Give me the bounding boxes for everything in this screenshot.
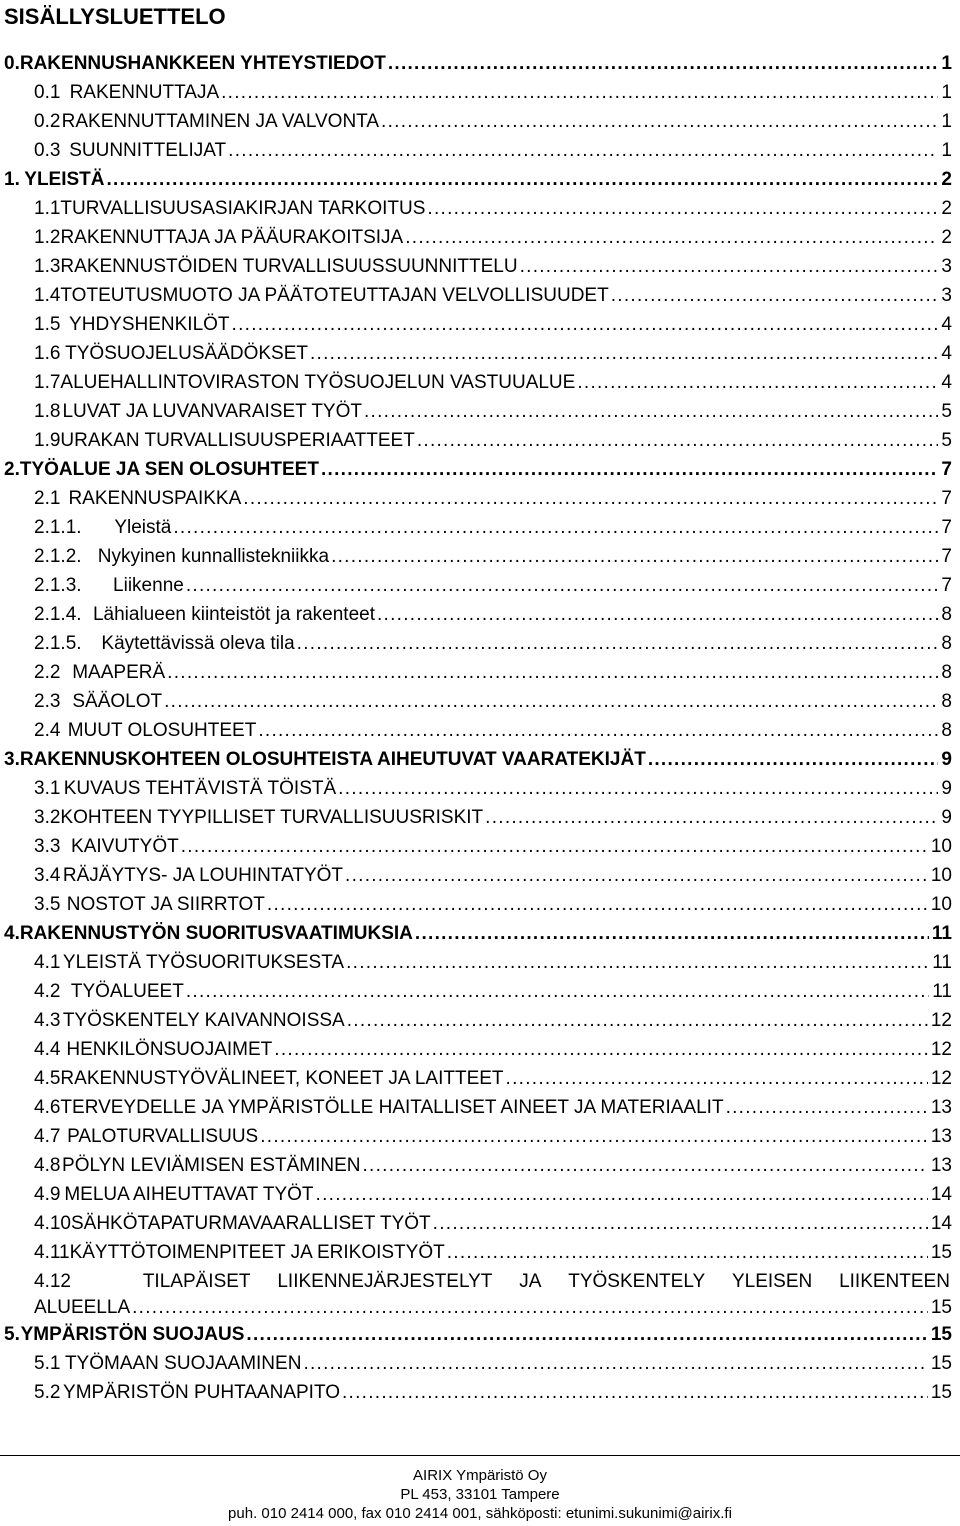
toc-entry-page: 8 [941,691,952,712]
toc-entry[interactable] [0,488,960,517]
toc-entry-page: 10 [930,836,952,857]
dot-leader [321,459,938,481]
toc-entry-page: 9 [941,807,952,828]
toc-entry-label: NOSTOT JA SIIRRTOT [66,894,265,915]
toc-entry-number: 2.1.1. [34,517,82,538]
toc-entry[interactable] [0,865,960,894]
toc-entry-number: 4.4 [34,1039,61,1060]
toc-entry[interactable] [0,575,960,604]
toc-entry-label: RAKENNUSTÖIDEN TURVALLISUUSSUUNNITTELU [60,256,518,277]
toc-entry[interactable] [0,1382,960,1411]
toc-entry-page: 7 [941,517,952,538]
toc-entry-page: 11 [931,923,952,944]
dot-leader [347,1010,928,1032]
toc-entry-number: 4.6 [34,1097,61,1118]
toc-entry-number: 3.2 [34,807,61,828]
toc-entry-number: 0.2 [34,111,61,132]
dot-leader [167,662,938,684]
dot-leader [107,169,939,191]
toc-entry-label: TYÖMAAN SUOJAAMINEN [64,1353,302,1374]
toc-entry-page: 10 [930,894,952,915]
dot-leader [485,807,938,829]
toc-entry[interactable] [0,1213,960,1242]
toc-entry-number: 4.2 [34,981,61,1002]
toc-entry-label: RAKENNUTTAMINEN JA VALVONTA [61,111,380,132]
toc-entry[interactable] [0,1271,960,1324]
toc-entry-label: TERVEYDELLE JA YMPÄRISTÖLLE HAITALLISET AINEET JA MATERIAALIT [60,1097,724,1118]
toc-entry-number: 0.3 [34,140,61,161]
toc-entry-label: KÄYTTÖTOIMENPITEET JA ERIKOISTYÖT [69,1242,445,1263]
toc-entry-number: 4.10 [34,1213,71,1234]
toc-entry-number: 1.9 [34,430,61,451]
toc-entry-label: URAKAN TURVALLISUUSPERIAATTEET [60,430,415,451]
toc-entry[interactable] [0,1126,960,1155]
toc-entry-label: Nykyinen kunnallistekniikka [97,546,330,567]
toc-entry-number: 2.1.2. [34,546,82,567]
toc-entry-label: SUUNNITTELIJAT [69,140,227,161]
toc-entry-page: 15 [930,1353,952,1374]
table-of-contents [0,53,960,1411]
toc-entry-page: 4 [941,372,952,393]
toc-entry[interactable] [0,604,960,633]
toc-entry-number: 1.4 [34,285,61,306]
toc-entry-page: 5 [941,430,952,451]
dot-leader [345,865,928,887]
toc-entry-label: RAKENNUSPAIKKA [68,488,242,509]
toc-entry[interactable] [0,720,960,749]
toc-entry-page: 9 [941,778,952,799]
toc-entry-label-word: LIIKENNEJÄRJESTELYT [277,1271,493,1292]
dot-leader [267,894,928,916]
dot-leader [346,952,929,974]
toc-entry-label: YMPÄRISTÖN SUOJAUS [20,1324,245,1345]
toc-entry-number: 2.2 [34,662,61,683]
dot-leader [520,256,939,278]
toc-entry-page: 15 [930,1382,952,1403]
toc-entry[interactable] [0,314,960,343]
toc-entry-first-line [34,1271,950,1293]
toc-entry[interactable] [0,111,960,140]
toc-entry[interactable] [0,82,960,111]
toc-entry-number: 1. [4,169,20,190]
toc-entry[interactable] [0,633,960,662]
dot-leader [297,633,939,655]
toc-entry[interactable] [0,401,960,430]
toc-entry-page: 10 [930,865,952,886]
toc-entry-page: 2 [941,198,952,219]
toc-entry-number: 1.6 [34,343,61,364]
dot-leader [316,1184,928,1206]
toc-entry-label: RAKENNUSKOHTEEN OLOSUHTEISTA AIHEUTUVAT VAARATEKIJÄT [19,749,646,770]
toc-entry-label: Liikenne [113,575,184,596]
toc-entry-label: ALUEELLA [34,1297,131,1318]
toc-entry[interactable] [0,285,960,314]
dot-leader [310,343,938,365]
toc-entry-label: KOHTEEN TYYPILLISET TURVALLISUUSRISKIT [60,807,484,828]
toc-entry-number: 5.1 [34,1353,61,1374]
toc-entry-number: 4.11 [34,1242,70,1263]
toc-entry-label: PÖLYN LEVIÄMISEN ESTÄMINEN [62,1155,361,1176]
toc-entry-label-word: TILAPÄISET [142,1271,251,1292]
toc-entry-number: 5.2 [34,1382,61,1403]
toc-entry-number: 3.1 [34,778,61,799]
toc-entry-page: 8 [941,720,952,741]
dot-leader [506,1068,928,1090]
toc-entry-page: 8 [941,604,952,625]
toc-entry[interactable] [0,894,960,923]
dot-leader [246,1324,927,1346]
toc-entry[interactable] [0,459,960,488]
dot-leader [221,82,938,104]
dot-leader [243,488,938,510]
toc-entry-number: 4.7 [34,1126,61,1147]
toc-entry-page: 4 [941,314,952,335]
toc-entry[interactable] [0,1242,960,1271]
toc-entry-page: 9 [941,749,952,770]
dot-leader [415,923,929,945]
dot-leader [342,1382,928,1404]
dot-leader [164,691,938,713]
toc-entry-page: 12 [930,1068,952,1089]
toc-entry[interactable] [0,256,960,285]
toc-entry-number: 2.1.5. [34,633,82,654]
toc-entry-page: 3 [941,256,952,277]
toc-entry-label: YLEISTÄ TYÖSUORITUKSESTA [62,952,345,973]
toc-entry-label: YLEISTÄ [24,169,105,190]
toc-entry-label: MAAPERÄ [72,662,166,683]
toc-entry-number: 4.3 [34,1010,61,1031]
toc-entry[interactable] [0,372,960,401]
toc-entry-label-word: YLEISEN [731,1271,813,1292]
toc-entry-page: 13 [930,1097,952,1118]
toc-entry-page: 13 [930,1155,952,1176]
dot-leader [331,546,938,568]
toc-entry[interactable] [0,1184,960,1213]
toc-entry-page: 8 [941,662,952,683]
dot-leader [381,111,938,133]
toc-entry-page: 15 [930,1297,952,1318]
dot-leader [427,198,938,220]
toc-entry-label: RAKENNUSTYÖN SUORITUSVAATIMUKSIA [19,923,413,944]
dot-leader [577,372,938,394]
toc-entry-page: 7 [941,488,952,509]
toc-entry[interactable] [0,749,960,778]
toc-entry-number: 0.1 [34,82,61,103]
toc-entry[interactable] [0,53,960,82]
dot-leader [303,1353,927,1375]
toc-entry-number: 1.3 [34,256,61,277]
toc-entry-page: 7 [941,459,952,480]
toc-entry[interactable] [0,1324,960,1353]
toc-entry-label: TYÖSUOJELUSÄÄDÖKSET [65,343,308,364]
toc-entry[interactable] [0,1353,960,1382]
toc-entry-label: RAKENNUSTYÖVÄLINEET, KONEET JA LAITTEET [60,1068,504,1089]
footer-address: PL 453, 33101 Tampere [400,1486,560,1503]
dot-leader [648,749,939,771]
dot-leader [258,720,938,742]
toc-entry-number: 1.1 [34,198,61,219]
toc-entry-label: TYÖALUEET [70,981,184,1002]
toc-entry-page: 11 [932,952,952,973]
toc-entry-label: HENKILÖNSUOJAIMET [66,1039,273,1060]
dot-leader [377,604,938,626]
dot-leader [405,227,938,249]
footer-company: AIRIX Ympäristö Oy [413,1467,547,1484]
toc-entry-number: 4. [4,923,20,944]
toc-entry[interactable] [0,546,960,575]
toc-entry[interactable] [0,952,960,981]
toc-entry-label: RAKENNUSHANKKEEN YHTEYSTIEDOT [19,53,386,74]
footer-contact: puh. 010 2414 000, fax 010 2414 001, sähköposti: etunimi.sukunimi@airix.fi [228,1505,732,1522]
toc-entry-label: SÄHKÖTAPATURMAVAARALLISET TYÖT [70,1213,431,1234]
toc-entry-page: 13 [930,1126,952,1147]
dot-leader [173,517,938,539]
toc-entry[interactable] [0,662,960,691]
toc-entry-page: 15 [930,1242,952,1263]
toc-entry[interactable] [0,691,960,720]
toc-entry[interactable] [0,1097,960,1126]
toc-entry-page: 1 [941,111,952,132]
toc-entry-page: 15 [930,1324,952,1345]
toc-entry-label: YHDYSHENKILÖT [69,314,230,335]
toc-entry-label: RAKENNUTTAJA JA PÄÄURAKOITSIJA [60,227,404,248]
toc-entry[interactable] [0,923,960,952]
toc-entry-page: 2 [941,227,952,248]
toc-entry-number: 4.12 [34,1271,71,1292]
toc-entry-label-word: LIIKENTEEN [839,1271,950,1292]
dot-leader [417,430,939,452]
toc-entry-number: 3. [4,749,20,770]
toc-entry-label: MUUT OLOSUHTEET [67,720,257,741]
toc-entry-number: 2.3 [34,691,61,712]
toc-entry-label: MELUA AIHEUTTAVAT TYÖT [64,1184,314,1205]
toc-entry-label: SÄÄOLOT [72,691,163,712]
toc-entry[interactable] [0,169,960,198]
toc-entry-label: TURVALLISUUSASIAKIRJAN TARKOITUS [60,198,426,219]
toc-entry-number: 2.1.4. [34,604,82,625]
toc-entry-label: RÄJÄYTYS- JA LOUHINTATYÖT [62,865,344,886]
toc-entry-page: 11 [932,981,952,1002]
toc-entry-label: Lähialueen kiinteistöt ja rakenteet [92,604,375,625]
dot-leader [228,140,938,162]
toc-entry-label: Yleistä [114,517,172,538]
toc-entry-page: 1 [941,140,952,161]
toc-entry-page: 1 [941,53,952,74]
toc-entry-number: 1.7 [34,372,61,393]
toc-entry-page: 1 [941,82,952,103]
dot-leader [274,1039,928,1061]
toc-entry[interactable] [0,1155,960,1184]
toc-entry-label: Käytettävissä oleva tila [101,633,295,654]
toc-entry-number: 5. [4,1324,20,1345]
toc-entry-label: TYÖALUE JA SEN OLOSUHTEET [19,459,319,480]
toc-entry-page: 3 [941,285,952,306]
toc-entry[interactable] [0,430,960,459]
toc-entry[interactable] [0,517,960,546]
toc-entry-page: 5 [941,401,952,422]
dot-leader [364,401,938,423]
dot-leader [260,1126,928,1148]
toc-entry-label: ALUEHALLINTOVIRASTON TYÖSUOJELUN VASTUUALUE [60,372,576,393]
toc-entry-label-word: TYÖSKENTELY [568,1271,706,1292]
toc-entry-number: 2.1.3. [34,575,82,596]
toc-entry-number: 1.5 [34,314,61,335]
toc-entry-number: 2. [4,459,20,480]
toc-entry[interactable] [0,981,960,1010]
toc-entry-number: 3.3 [34,836,61,857]
toc-entry-label: KUVAUS TEHTÄVISTÄ TÖISTÄ [63,778,337,799]
toc-entry-label: KAIVUTYÖT [71,836,179,857]
toc-entry-page: 2 [941,169,952,190]
dot-leader [726,1097,928,1119]
toc-entry[interactable] [0,343,960,372]
toc-entry[interactable] [0,227,960,256]
toc-entry-label: PALOTURVALLISUUS [67,1126,259,1147]
toc-entry-number: 1.2 [34,227,61,248]
footer-divider [0,1455,960,1456]
toc-entry-number: 2.4 [34,720,61,741]
dot-leader [362,1155,927,1177]
toc-entry[interactable] [0,198,960,227]
dot-leader [186,981,929,1003]
toc-entry-label: YMPÄRISTÖN PUHTAANAPITO [63,1382,340,1403]
toc-entry-number: 3.4 [34,865,61,886]
toc-entry[interactable] [0,140,960,169]
dot-leader [388,53,939,75]
dot-leader [186,575,939,597]
toc-entry-number: 4.5 [34,1068,61,1089]
dot-leader [611,285,939,307]
toc-entry[interactable] [0,778,960,807]
toc-entry-number: 2.1 [34,488,61,509]
toc-entry-page: 12 [930,1039,952,1060]
dot-leader [447,1242,928,1264]
dot-leader [433,1213,928,1235]
dot-leader [232,314,939,336]
toc-entry-number: 0. [4,53,20,74]
toc-entry-label: LUVAT JA LUVANVARAISET TYÖT [62,401,362,422]
toc-entry-page: 7 [941,546,952,567]
dot-leader [338,778,938,800]
toc-entry-page: 14 [930,1213,952,1234]
toc-entry[interactable] [0,1039,960,1068]
toc-entry-label: TYÖSKENTELY KAIVANNOISSA [62,1010,345,1031]
toc-entry[interactable] [0,807,960,836]
toc-entry[interactable] [0,836,960,865]
toc-entry-label-word: JA [519,1271,542,1292]
toc-entry-number: 4.8 [34,1155,61,1176]
toc-entry-page: 4 [941,343,952,364]
toc-entry-page: 12 [930,1010,952,1031]
toc-entry-number: 3.5 [34,894,61,915]
toc-entry[interactable] [0,1068,960,1097]
toc-entry-label: RAKENNUTTAJA [69,82,220,103]
toc-entry-label: TOTEUTUSMUOTO JA PÄÄTOTEUTTAJAN VELVOLLISUUDET [60,285,609,306]
dot-leader [132,1297,928,1319]
toc-entry-number: 1.8 [34,401,61,422]
toc-entry[interactable] [0,1010,960,1039]
dot-leader [181,836,928,858]
toc-entry-page: 7 [941,575,952,596]
toc-entry-page: 14 [930,1184,952,1205]
toc-entry-page: 8 [941,633,952,654]
toc-entry-number: 4.1 [34,952,61,973]
page-title: SISÄLLYSLUETTELO [4,4,226,29]
toc-entry-number: 4.9 [34,1184,61,1205]
